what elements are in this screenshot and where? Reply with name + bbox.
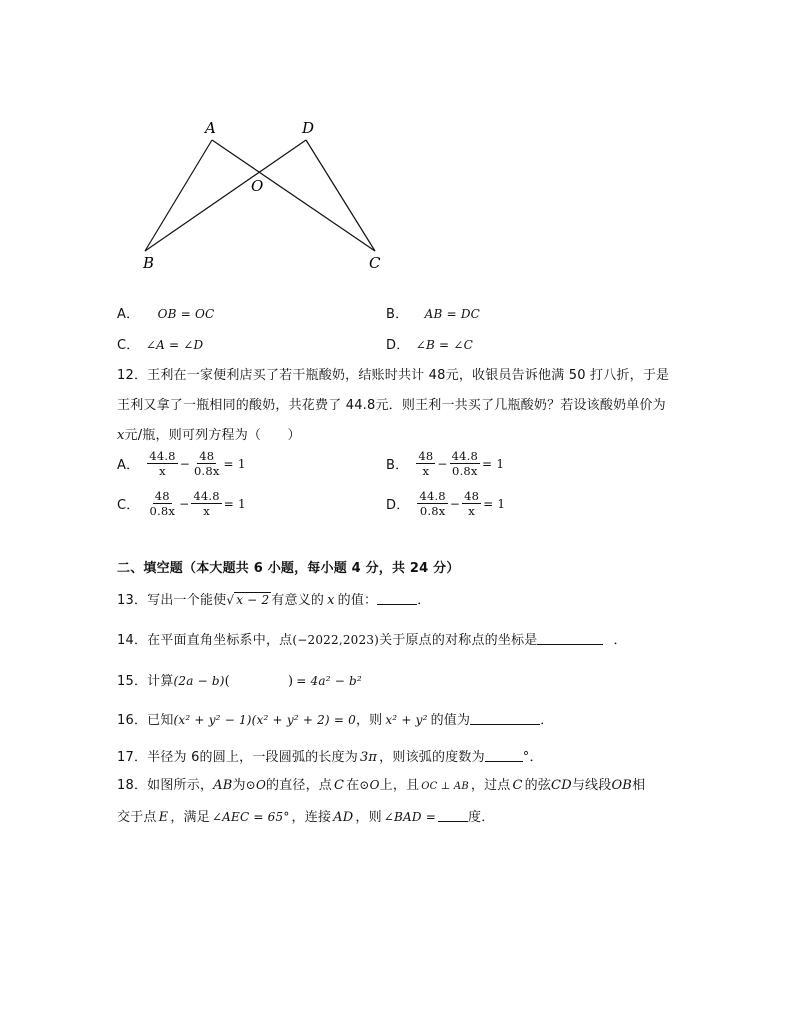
answer-blank[interactable]: [470, 712, 540, 725]
q17: 17．半径为 6的圆上，一段圆弧的长度为 3π ，则该弧的度数为 °．: [117, 750, 543, 765]
q12-option-d[interactable]: D． $\frac{44.8}{0.8x}$ − $\frac{48}{x}$ = 1: [386, 489, 506, 519]
segment-DC: [306, 140, 375, 251]
option-letter: C．: [117, 338, 140, 353]
option-text: ∠B = ∠C: [415, 338, 473, 352]
point-label-C: C: [369, 254, 381, 272]
fraction-1: $\frac{44.8}{0.8x}$: [419, 489, 446, 519]
fraction-1: $\frac{48}{0.8x}$: [149, 489, 176, 519]
square-root: √ x − 2: [226, 593, 270, 607]
option-letter: C．: [117, 498, 140, 514]
answer-blank[interactable]: [537, 632, 603, 645]
q12-option-c[interactable]: C． $\frac{48}{0.8x}$ − $\frac{44.8}{x}$ = 1: [117, 489, 246, 519]
q12-line-3-text: 元/瓶，则可列方程为（ ）: [124, 428, 301, 443]
q11-option-d[interactable]: [386, 334, 473, 353]
q13: 13．写出一个能使√ x − 2 有意义的 x 的值： ．: [117, 593, 431, 608]
section-heading: 二、填空题（本大题共 6 小题，每小题 4 分，共 24 分）: [117, 561, 460, 576]
option-letter: B．: [386, 307, 409, 322]
q12-line-3: [117, 424, 301, 443]
option-letter: D．: [386, 498, 410, 514]
fraction-2: $\frac{48}{x}$: [464, 489, 480, 519]
option-letter: A．: [117, 307, 140, 322]
q12-variable: x: [117, 428, 125, 443]
geometry-figure: [130, 110, 400, 280]
fraction-2: $\frac{44.8}{0.8x}$: [451, 449, 479, 479]
point-label-D: D: [302, 119, 315, 137]
segment-AB: [145, 140, 212, 251]
q18-line-1: 18．如图所示，AB为⊙O的直径，点 C 在⊙O上，且 OC ⊥ AB ，过点 C 的弦CD与线段OB相: [117, 778, 646, 793]
point-label-A: A: [205, 119, 216, 137]
answer-blank[interactable]: [485, 749, 523, 762]
q18-line-2: 交于点 E ，满足 ∠AEC = 65° ，连接 AD ，则 ∠BAD = 度．: [117, 810, 495, 825]
q11-option-c[interactable]: [117, 334, 203, 353]
option-letter: A．: [117, 458, 140, 474]
q14: 14．在平面直角坐标系中，点(−2022,2023)关于原点的对称点的坐标是 ．: [117, 633, 627, 648]
option-letter: D．: [386, 338, 410, 353]
option-text: OB = OC: [157, 307, 215, 321]
fraction-2: $\frac{48}{0.8x}$: [193, 449, 220, 479]
q12-line-1: 12．王利在一家便利店买了若干瓶酸奶，结账时共计 48元，收银员告诉他满 50 打八折，于是: [117, 368, 670, 383]
segment-DB: [145, 140, 306, 251]
q15: 15．计算(2a − b)( ) = 4a² − b²: [117, 674, 362, 689]
point-label-B: B: [143, 254, 155, 272]
q11-option-b[interactable]: [386, 303, 480, 322]
q12-line-2: 王利又拿了一瓶相同的酸奶，共花费了 44.8元．则王利一共买了几瓶酸奶？若设该酸奶单价为: [117, 398, 666, 413]
option-letter: B．: [386, 458, 409, 474]
fraction-2: $\frac{44.8}{x}$: [193, 489, 220, 519]
option-text: ∠A = ∠D: [145, 338, 204, 352]
answer-blank[interactable]: [377, 592, 417, 605]
option-text: AB = DC: [424, 307, 481, 321]
q12-option-b[interactable]: B． $\frac{48}{x}$ − $\frac{44.8}{0.8x}$ = 1: [386, 449, 505, 479]
fraction-1: $\frac{44.8}{x}$: [149, 449, 176, 479]
q16: 16．已知(x² + y² − 1)(x² + y² + 2) = 0，则 x² + y² 的值为 ．: [117, 713, 554, 728]
answer-blank[interactable]: [438, 809, 468, 822]
fraction-1: $\frac{48}{x}$: [418, 449, 434, 479]
segment-AC: [212, 140, 375, 251]
q11-option-a[interactable]: [117, 303, 214, 322]
point-label-O: O: [251, 177, 264, 195]
q12-option-a[interactable]: A． $\frac{44.8}{x}$ − $\frac{48}{0.8x}$ = 1: [117, 449, 246, 479]
